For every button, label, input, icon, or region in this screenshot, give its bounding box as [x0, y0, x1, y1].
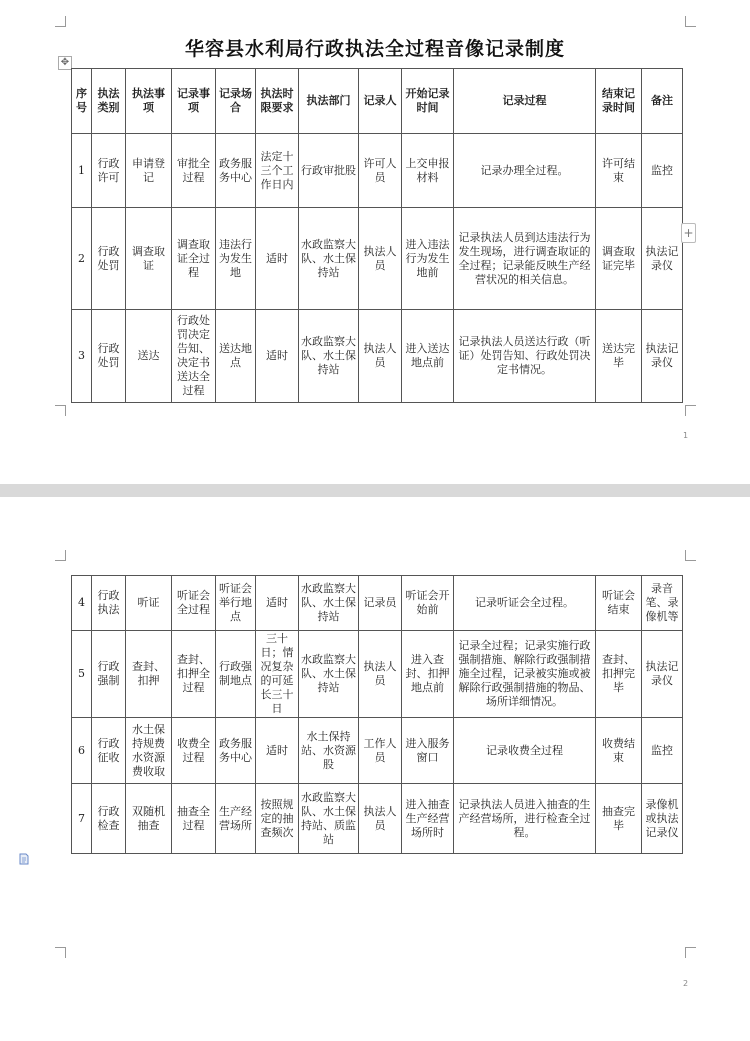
- table-row: [72, 631, 683, 718]
- table-row: [72, 134, 683, 208]
- table-cell: 查封、扣押完毕: [596, 631, 642, 718]
- table-cell: 法定十三个工作日内: [256, 134, 299, 208]
- table-cell: 记录执法人员到达违法行为发生现场，进行调查取证的全过程；记录能反映生产经营状况的相关信息。: [454, 208, 596, 310]
- table-cell: 送达完毕: [596, 310, 642, 403]
- table-cell: 行政强制: [92, 631, 126, 718]
- table-cell: 进入服务窗口: [402, 718, 454, 784]
- page-corner-mark: [55, 405, 66, 416]
- table-cell: 调查取证: [126, 208, 172, 310]
- table-cell: 记录办理全过程。: [454, 134, 596, 208]
- page-corner-mark: [685, 550, 696, 561]
- table-cell: 水土保持规费水资源费收取: [126, 718, 172, 784]
- table-cell: 违法行为发生地: [216, 208, 256, 310]
- records-table-page-2: [71, 575, 683, 854]
- header-cell: 备注: [642, 69, 683, 134]
- header-cell: 记录人: [359, 69, 402, 134]
- table-cell: 1: [72, 134, 92, 208]
- records-table-page-1: [71, 68, 683, 403]
- table-cell: 7: [72, 784, 92, 854]
- table-cell: 适时: [256, 576, 299, 631]
- document-title: 华容县水利局行政执法全过程音像记录制度: [184, 38, 565, 60]
- table-cell: 收费全过程: [172, 718, 216, 784]
- table-cell: 监控: [642, 718, 683, 784]
- header-cell: 执法类别: [92, 69, 126, 134]
- page-corner-mark: [685, 947, 696, 958]
- table-cell: 收费结束: [596, 718, 642, 784]
- table-cell: 执法记录仪: [642, 310, 683, 403]
- table-cell: 听证会举行地点: [216, 576, 256, 631]
- table-cell: 申请登记: [126, 134, 172, 208]
- table-cell: 行政强制地点: [216, 631, 256, 718]
- table-cell: 水政监察大队、水土保持站、质监站: [299, 784, 359, 854]
- table-cell: 记录收费全过程: [454, 718, 596, 784]
- table-cell: 行政征收: [92, 718, 126, 784]
- table-cell: 4: [72, 576, 92, 631]
- table-row: [72, 310, 683, 403]
- table-cell: 政务服务中心: [216, 718, 256, 784]
- table-cell: 送达: [126, 310, 172, 403]
- table-cell: 许可结束: [596, 134, 642, 208]
- header-cell: 记录事项: [172, 69, 216, 134]
- document-page-2: [0, 497, 750, 1041]
- table-cell: 行政审批股: [299, 134, 359, 208]
- table-cell: 抽查完毕: [596, 784, 642, 854]
- table-cell: 按照规定的抽查频次: [256, 784, 299, 854]
- table-cell: 记录执法人员送达行政（听证）处罚告知、行政处罚决定书情况。: [454, 310, 596, 403]
- table-cell: 监控: [642, 134, 683, 208]
- table-cell: 记录员: [359, 576, 402, 631]
- table-row: [72, 576, 683, 631]
- table-cell: 执法人员: [359, 784, 402, 854]
- table-cell: 调查取证全过程: [172, 208, 216, 310]
- table-move-handle-icon[interactable]: ✥: [58, 56, 72, 70]
- table-cell: 三十日；情况复杂的可延长三十日: [256, 631, 299, 718]
- table-cell: 录像机或执法记录仪: [642, 784, 683, 854]
- table-cell: 听证会结束: [596, 576, 642, 631]
- table-cell: 行政检查: [92, 784, 126, 854]
- header-cell: 序号: [72, 69, 92, 134]
- table-cell: 听证: [126, 576, 172, 631]
- table-cell: 3: [72, 310, 92, 403]
- table-cell: 政务服务中心: [216, 134, 256, 208]
- table-cell: 6: [72, 718, 92, 784]
- table-cell: 执法人员: [359, 631, 402, 718]
- header-cell: 记录过程: [454, 69, 596, 134]
- table-cell: 水土保持站、水资源股: [299, 718, 359, 784]
- table-cell: 进入抽查生产经营场所时: [402, 784, 454, 854]
- table-cell: 行政处罚: [92, 208, 126, 310]
- header-cell: 执法时限要求: [256, 69, 299, 134]
- table-cell: 送达地点: [216, 310, 256, 403]
- table-cell: 听证会开始前: [402, 576, 454, 631]
- header-cell: 结束记录时间: [596, 69, 642, 134]
- document-page-1: [0, 0, 750, 484]
- table-cell: 调查取证完毕: [596, 208, 642, 310]
- table-cell: 适时: [256, 208, 299, 310]
- table-cell: 查封、扣押全过程: [172, 631, 216, 718]
- table-cell: 2: [72, 208, 92, 310]
- page-corner-mark: [55, 550, 66, 561]
- add-column-icon[interactable]: +: [681, 223, 696, 243]
- table-cell: 适时: [256, 718, 299, 784]
- table-cell: 听证会全过程: [172, 576, 216, 631]
- table-row: [72, 718, 683, 784]
- table-cell: 行政处罚决定告知、决定书送达全过程: [172, 310, 216, 403]
- header-cell: 执法部门: [299, 69, 359, 134]
- table-row: [72, 208, 683, 310]
- table-cell: 执法人员: [359, 208, 402, 310]
- page-corner-mark: [55, 947, 66, 958]
- document-icon[interactable]: [18, 853, 30, 865]
- table-cell: 进入违法行为发生地前: [402, 208, 454, 310]
- table-cell: 执法记录仪: [642, 208, 683, 310]
- table-cell: 记录听证会全过程。: [454, 576, 596, 631]
- table-cell: 查封、扣押: [126, 631, 172, 718]
- header-cell: 记录场合: [216, 69, 256, 134]
- page-number: 1: [683, 431, 689, 440]
- table-cell: 执法人员: [359, 310, 402, 403]
- table-cell: 行政处罚: [92, 310, 126, 403]
- table-cell: 适时: [256, 310, 299, 403]
- page-corner-mark: [685, 405, 696, 416]
- table-cell: 记录全过程；记录实施行政强制措施、解除行政强制措施全过程，记录被实施或被解除行政强制措施的物品、场所详细情况。: [454, 631, 596, 718]
- table-cell: 水政监察大队、水土保持站: [299, 208, 359, 310]
- page-corner-mark: [55, 16, 66, 27]
- table-cell: 生产经营场所: [216, 784, 256, 854]
- table-cell: 记录执法人员进入抽查的生产经营场所，进行检查全过程。: [454, 784, 596, 854]
- table-cell: 抽查全过程: [172, 784, 216, 854]
- table-cell: 进入查封、扣押地点前: [402, 631, 454, 718]
- table-cell: 5: [72, 631, 92, 718]
- table-row: [72, 784, 683, 854]
- page-separator: [0, 484, 750, 497]
- header-cell: 执法事项: [126, 69, 172, 134]
- table-cell: 水政监察大队、水土保持站: [299, 310, 359, 403]
- table-cell: 许可人员: [359, 134, 402, 208]
- table-cell: 水政监察大队、水土保持站: [299, 631, 359, 718]
- table-cell: 工作人员: [359, 718, 402, 784]
- table-cell: 进入送达地点前: [402, 310, 454, 403]
- table-cell: 上交申报材料: [402, 134, 454, 208]
- table-cell: 审批全过程: [172, 134, 216, 208]
- table-cell: 水政监察大队、水土保持站: [299, 576, 359, 631]
- page-corner-mark: [685, 16, 696, 27]
- table-cell: 行政执法: [92, 576, 126, 631]
- table-cell: 执法记录仪: [642, 631, 683, 718]
- table-cell: 录音笔、录像机等: [642, 576, 683, 631]
- header-cell: 开始记录时间: [402, 69, 454, 134]
- table-cell: 双随机抽查: [126, 784, 172, 854]
- table-header-row: [72, 69, 683, 134]
- page-number: 2: [683, 979, 689, 988]
- table-cell: 行政许可: [92, 134, 126, 208]
